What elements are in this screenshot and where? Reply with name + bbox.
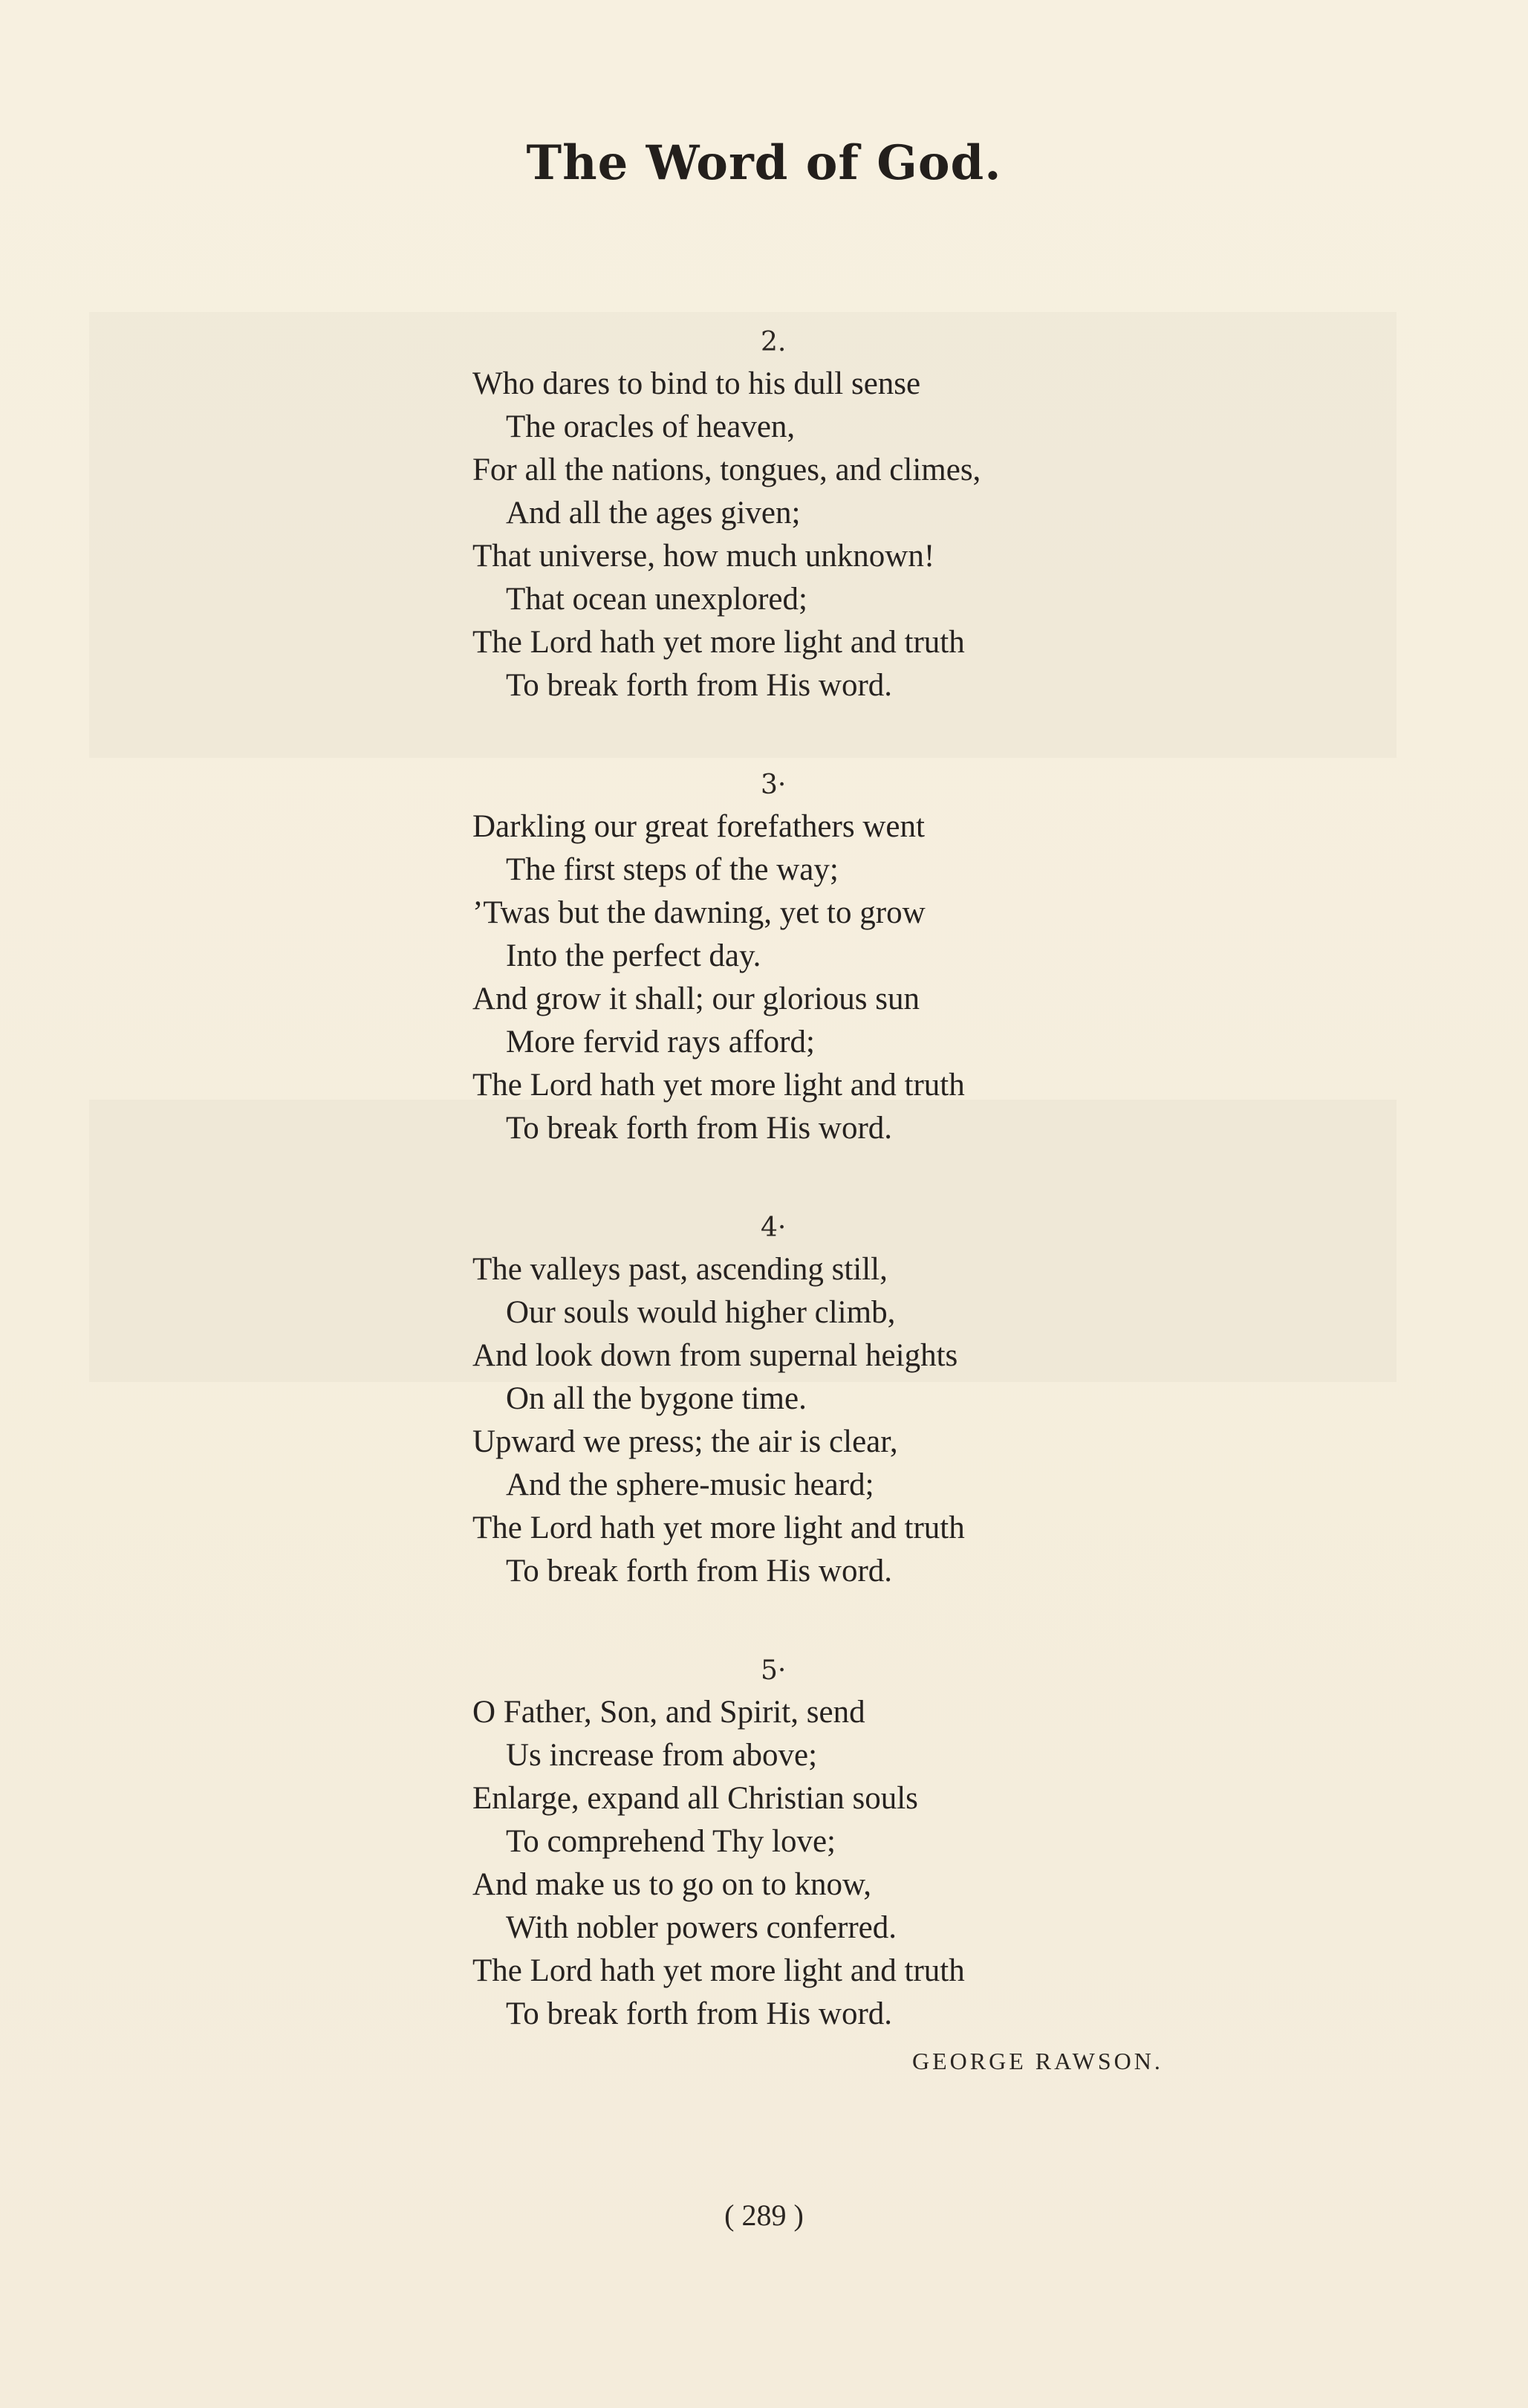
- verse-line: More fervid rays afford;: [506, 1025, 815, 1059]
- verse-line: Who dares to bind to his dull sense: [472, 366, 921, 401]
- verse-line: And grow it shall; our glorious sun: [472, 981, 920, 1016]
- verse-line: To break forth from His word.: [506, 1111, 893, 1146]
- verse-line: Into the perfect day.: [506, 938, 761, 973]
- verse-line: Upward we press; the air is clear,: [472, 1424, 898, 1459]
- verse-line: The first steps of the way;: [506, 852, 839, 887]
- verse-line: Darkling our great forefathers went: [472, 809, 925, 844]
- verse-line: ’Twas but the dawning, yet to grow: [472, 895, 926, 930]
- verse-line: O Father, Son, and Spirit, send: [472, 1695, 865, 1730]
- stanza-number: 5·: [761, 1655, 787, 1686]
- verse-line: The valleys past, ascending still,: [472, 1252, 888, 1287]
- stanza-number: 2.: [761, 327, 787, 357]
- verse-line: And make us to go on to know,: [472, 1867, 872, 1902]
- verse-line: The Lord hath yet more light and truth: [472, 625, 965, 660]
- stanza-number: 4·: [761, 1213, 787, 1243]
- verse-line: That universe, how much unknown!: [472, 539, 935, 574]
- author-attribution: GEORGE RAWSON.: [912, 2048, 1163, 2074]
- verse-line: For all the nations, tongues, and climes,: [472, 452, 981, 487]
- verse-line: With nobler powers conferred.: [506, 1910, 897, 1945]
- verse-line: And all the ages given;: [506, 496, 801, 530]
- verse-line: And look down from supernal heights: [472, 1338, 958, 1373]
- verse-line: And the sphere-music heard;: [506, 1467, 874, 1502]
- verse-line: Our souls would higher climb,: [506, 1295, 896, 1330]
- stanza-number: 3·: [761, 770, 787, 800]
- verse-line: That ocean unexplored;: [506, 582, 807, 617]
- verse-line: Enlarge, expand all Christian souls: [472, 1781, 918, 1816]
- verse-line: Us increase from above;: [506, 1738, 818, 1773]
- verse-line: To break forth from His word.: [506, 1996, 893, 2031]
- verse-line: The Lord hath yet more light and truth: [472, 1953, 965, 1988]
- verse-line: To break forth from His word.: [506, 668, 893, 703]
- verse-line: The oracles of heaven,: [506, 409, 796, 444]
- verse-line: The Lord hath yet more light and truth: [472, 1068, 965, 1103]
- page-number: ( 289 ): [724, 2198, 804, 2232]
- verse-line: To comprehend Thy love;: [506, 1824, 836, 1859]
- verse-line: To break forth from His word.: [506, 1554, 893, 1588]
- hymn-title: The Word of God.: [526, 135, 1002, 191]
- verse-line: The Lord hath yet more light and truth: [472, 1510, 965, 1545]
- verse-line: On all the bygone time.: [506, 1381, 807, 1416]
